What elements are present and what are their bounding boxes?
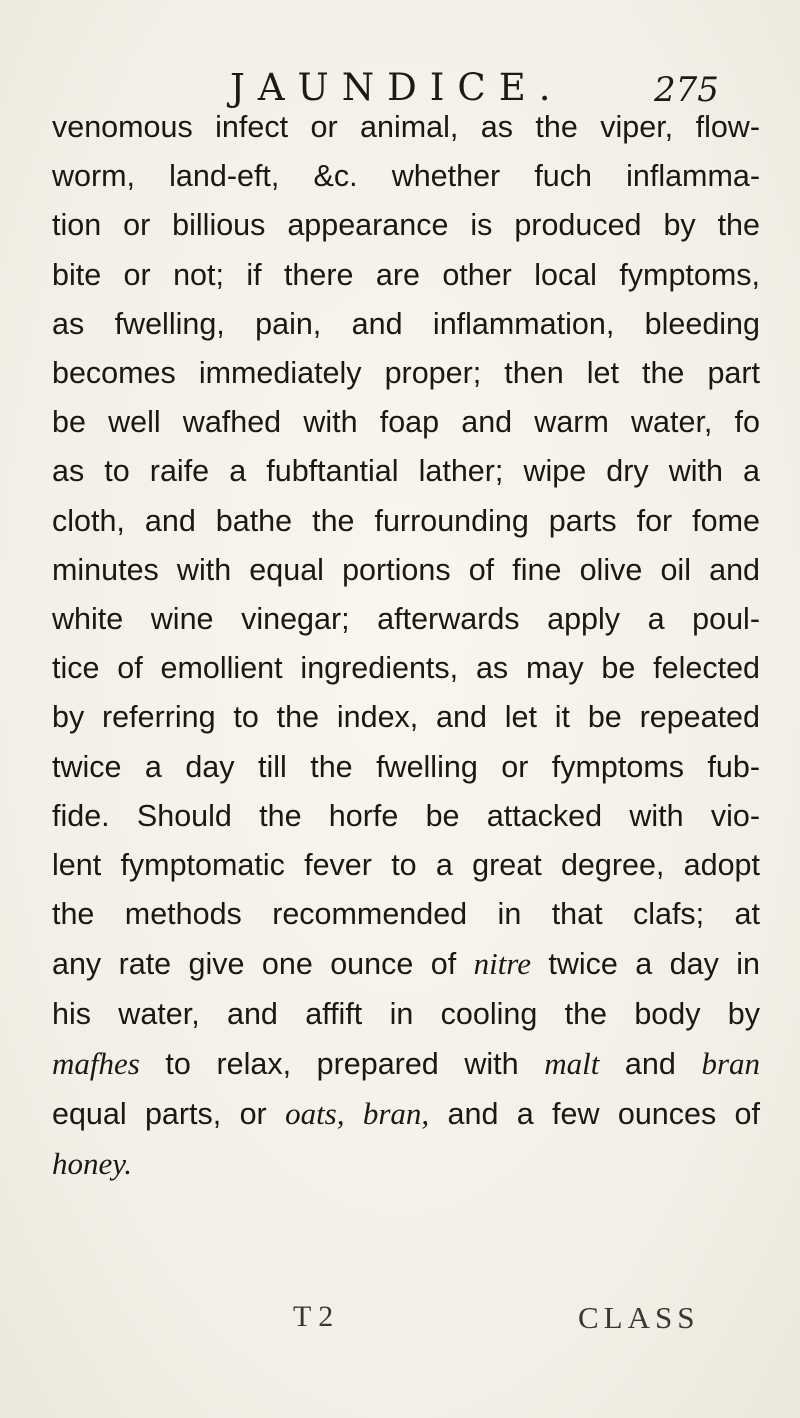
page-footer [0,1300,800,1340]
text-line: fide. Should the horfe be attacked with vio- [52,798,760,833]
text-line: be well wafhed with foap and warm water, fo [52,405,760,440]
text-line [52,939,760,989]
text-line: twice a day till the fwelling or fymptoms fub- [52,749,760,784]
text-line: tice of emollient ingredients, as may be felected [52,651,760,686]
text-line: cloth, and bathe the furrounding parts for fome [52,503,760,538]
text-line: tion or billious appearance is produced by the [52,208,760,243]
text-run: twice a day in [530,947,760,982]
text-line: bite or not; if there are other local fymptoms, [52,257,760,292]
text-line: venomous infect or animal, as the viper, flow- [52,110,760,144]
text-line: becomes immediately proper; then let the part [52,356,760,391]
italic-term-malt: malt [544,1045,600,1081]
text-run: and a few ounces of [429,1097,760,1132]
text-run: equal parts, or [52,1097,286,1132]
text-run [345,1097,363,1131]
running-head: JAUNDICE. [230,66,564,109]
text-line: his water, and affift in cooling the body by [52,996,760,1031]
italic-term-honey: honey. [52,1146,133,1182]
text-run: any rate give one ounce of [52,947,474,982]
text-line: white wine vinegar; afterwards apply a poul- [52,602,760,637]
text-line: worm, land-eft, &c. whether fuch inflamma- [52,159,760,194]
text-line: as to raife a fubftantial lather; wipe dry with a [52,454,760,489]
signature-mark: T 2 [293,1300,334,1333]
text-run: to relax, prepared with [139,1046,545,1081]
text-run: and [599,1046,702,1081]
text-line: lent fymptomatic fever to a great degree, adopt [52,848,760,883]
text-line [52,1089,760,1139]
text-line [52,1139,760,1189]
italic-term-nitre: nitre [473,946,531,982]
text-line [52,1039,760,1089]
page-number: 275 [654,70,719,110]
italic-term-bran: bran, [362,1096,430,1132]
text-line: as fwelling, pain, and inflammation, bleeding [52,306,760,341]
text-line: by referring to the index, and let it be repeated [52,700,760,735]
text-line: the methods recommended in that clafs; at [52,897,760,932]
italic-term-mafhes: mafhes [52,1045,140,1081]
text-line: minutes with equal portions of fine olive oil and [52,552,760,587]
catchword: CLASS [578,1300,700,1335]
body-paragraph [52,103,760,1189]
italic-term-oats: oats, [285,1096,345,1132]
italic-term-bran: bran [701,1045,761,1081]
